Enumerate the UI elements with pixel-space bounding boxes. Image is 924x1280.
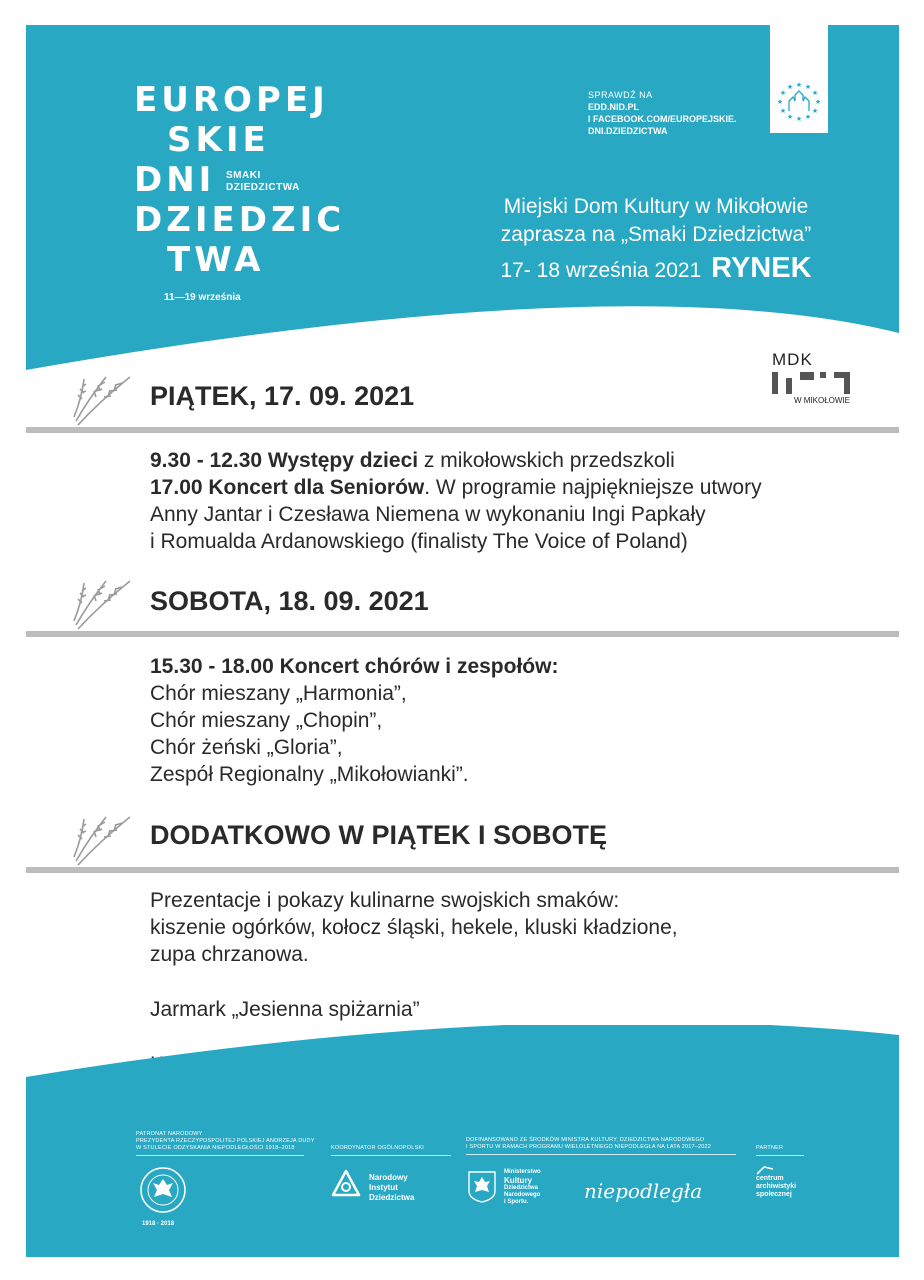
nid-name [369, 1173, 414, 1203]
friday-item-1-desc: z mikołowskich przedszkoli [418, 449, 675, 472]
logo-subtitle-1: SMAKI [226, 170, 261, 181]
svg-text:★: ★ [776, 98, 784, 106]
patronage-years: 1918 · 2018 [142, 1221, 175, 1227]
ministry-name [504, 1169, 541, 1206]
logo-subtitle-2: DZIEDZICTWA [226, 182, 300, 193]
extra-line-2: kiszenie ogórków, kołocz śląski, hekele, kluski kładzione, [150, 916, 678, 939]
partner-line [756, 1155, 804, 1156]
saturday-heading-text: 15.30 - 18.00 Koncert chórów i zespołów: [150, 655, 559, 678]
coordinator-caption: KOORDYNATOR OGÓLNOPOLSKI [331, 1145, 424, 1151]
friday-title: PIĄTEK, 17. 09. 2021 [150, 381, 415, 411]
extra-title: DODATKOWO W PIĄTEK I SOBOTĘ [150, 820, 607, 850]
nid-name-3: Dziedzictwa [369, 1193, 415, 1202]
invitation-line-1: Miejski Dom Kultury w Mikołowie [503, 195, 809, 218]
extra-line-4: Jarmark „Jesienna spiżarnia” [150, 998, 420, 1021]
eagle-emblem-icon [138, 1165, 188, 1215]
mdk-mark-icon [772, 372, 860, 394]
logo-line-5: TWA [167, 240, 265, 280]
partner-swoosh-icon [756, 1165, 774, 1175]
funding-block [466, 1137, 736, 1155]
patronage-line [136, 1155, 304, 1156]
svg-text:★: ★ [786, 113, 794, 121]
extra-divider [26, 867, 899, 873]
svg-text:★: ★ [779, 107, 787, 115]
saturday-title: SOBOTA, 18. 09. 2021 [150, 586, 429, 616]
svg-text:★: ★ [811, 89, 819, 97]
eu-heritage-logo [770, 25, 828, 133]
extra-line-3: zupa chrzanowa. [150, 943, 309, 966]
svg-text:★: ★ [804, 83, 812, 91]
invitation-place: RYNEK [711, 252, 812, 284]
ministry-eagle-icon [466, 1169, 498, 1203]
partner-block [756, 1145, 804, 1156]
wheat-icon [70, 811, 134, 867]
mdk-logo [770, 350, 860, 410]
svg-text:★: ★ [811, 107, 819, 115]
saturday-line-1: Chór mieszany „Harmonia”, [150, 682, 407, 705]
partner-name [756, 1175, 796, 1199]
ministry-name-3: Dziedzictwa [504, 1185, 539, 1191]
nid-name-1: Narodowy [369, 1173, 408, 1182]
mdk-town: W MIKOŁOWIE [794, 396, 850, 405]
patronage-caption-2: PREZYDENTA RZECZYPOSPOLITEJ POLSKIEJ ANDRZEJA DUDY [136, 1138, 315, 1144]
check-label: SPRAWDŹ NA [588, 90, 653, 100]
logo-line-1: EUROPEJ [134, 80, 329, 120]
saturday-line-3: Chór żeński „Gloria”, [150, 736, 343, 759]
svg-text:★: ★ [779, 89, 787, 97]
invitation [446, 193, 866, 288]
nid-logo-icon [330, 1169, 362, 1201]
friday-item-2-line-3: i Romualda Ardanowskiego (finalisty The Voice of Poland) [150, 530, 688, 553]
logo-dates: 11—19 września [164, 292, 241, 303]
patronage-caption-3: W STULECIE ODZYSKANIA NIEPODLEGŁOŚCI 1918–2018 [136, 1145, 295, 1151]
logo-subtitle [226, 170, 300, 194]
svg-text:★: ★ [795, 115, 803, 123]
invitation-line-2: zaprasza na „Smaki Dziedzictwa” [500, 223, 812, 246]
niepodlegla-logo: niepodległa [584, 1179, 703, 1203]
svg-text:★: ★ [814, 98, 822, 106]
patronage-caption-1: PATRONAT NARODOWY [136, 1131, 203, 1137]
coordinator-line [331, 1155, 451, 1156]
star-circle-icon [770, 25, 828, 133]
svg-text:★: ★ [786, 83, 794, 91]
patronage-block [136, 1131, 315, 1156]
friday-item-2 [150, 474, 762, 501]
check-links [588, 89, 737, 137]
nid-name-2: Instytut [369, 1183, 398, 1192]
partner-caption: PARTNER [756, 1145, 784, 1151]
mdk-name: MDK [772, 350, 813, 369]
friday-item-2-time: 17.00 Koncert dla Seniorów [150, 476, 425, 499]
wheat-icon [70, 371, 134, 427]
ministry-name-1: Ministerstwo [504, 1169, 541, 1175]
invitation-dates: 17- 18 września 2021 [500, 259, 702, 282]
logo-line-3: DNI [134, 160, 216, 200]
check-link-1[interactable]: EDD.NID.PL [588, 102, 640, 112]
ministry-name-4: Narodowego [504, 1192, 541, 1198]
svg-text:★: ★ [795, 81, 803, 89]
logo-line-4: DZIEDZIC [134, 200, 346, 240]
friday-item-2-desc: . W programie najpiękniejsze utwory [424, 476, 762, 499]
saturday-line-2: Chór mieszany „Chopin”, [150, 709, 383, 732]
coordinator-block [331, 1145, 451, 1156]
friday-item-2-line-2: Anny Jantar i Czesława Niemena w wykonaniu Ingi Papkały [150, 503, 706, 526]
funding-caption-2: I SPORTU W RAMACH PROGRAMU WIELOLETNIEGO NIEPODLEGŁA NA LATA 2017–2022 [466, 1144, 712, 1150]
saturday-line-4: Zespół Regionalny „Mikołowianki”. [150, 763, 469, 786]
logo-line-2: SKIE [167, 120, 270, 160]
invitation-date-place [446, 251, 866, 288]
check-link-3[interactable]: DNI.DZIEDZICTWA [588, 126, 668, 136]
funding-caption-1: DOFINANSOWANO ZE ŚRODKÓW MINISTRA KULTURY, DZIEDZICTWA NARODOWEGO [466, 1137, 705, 1143]
friday-item-1 [150, 447, 762, 474]
partner-name-3: społecznej [756, 1191, 792, 1198]
funding-line [466, 1154, 736, 1155]
friday-divider [26, 427, 899, 433]
poster [26, 25, 899, 1257]
ministry-name-5: i Sportu. [504, 1199, 529, 1205]
friday-program [150, 447, 762, 555]
svg-text:★: ★ [804, 113, 812, 121]
check-link-2[interactable]: I FACEBOOK.COM/EUROPEJSKIE. [588, 114, 737, 124]
ministry-name-2: Kultury [504, 1176, 532, 1185]
saturday-program [150, 653, 558, 788]
friday-item-1-time: 9.30 - 12.30 Występy dzieci [150, 449, 419, 472]
saturday-divider [26, 631, 899, 637]
saturday-heading [150, 653, 558, 680]
extra-line-1: Prezentacje i pokazy kulinarne swojskich smaków: [150, 889, 620, 912]
wheat-icon [70, 575, 134, 631]
partner-name-1: centrum [756, 1175, 784, 1182]
partner-name-2: archiwistyki [756, 1183, 797, 1190]
